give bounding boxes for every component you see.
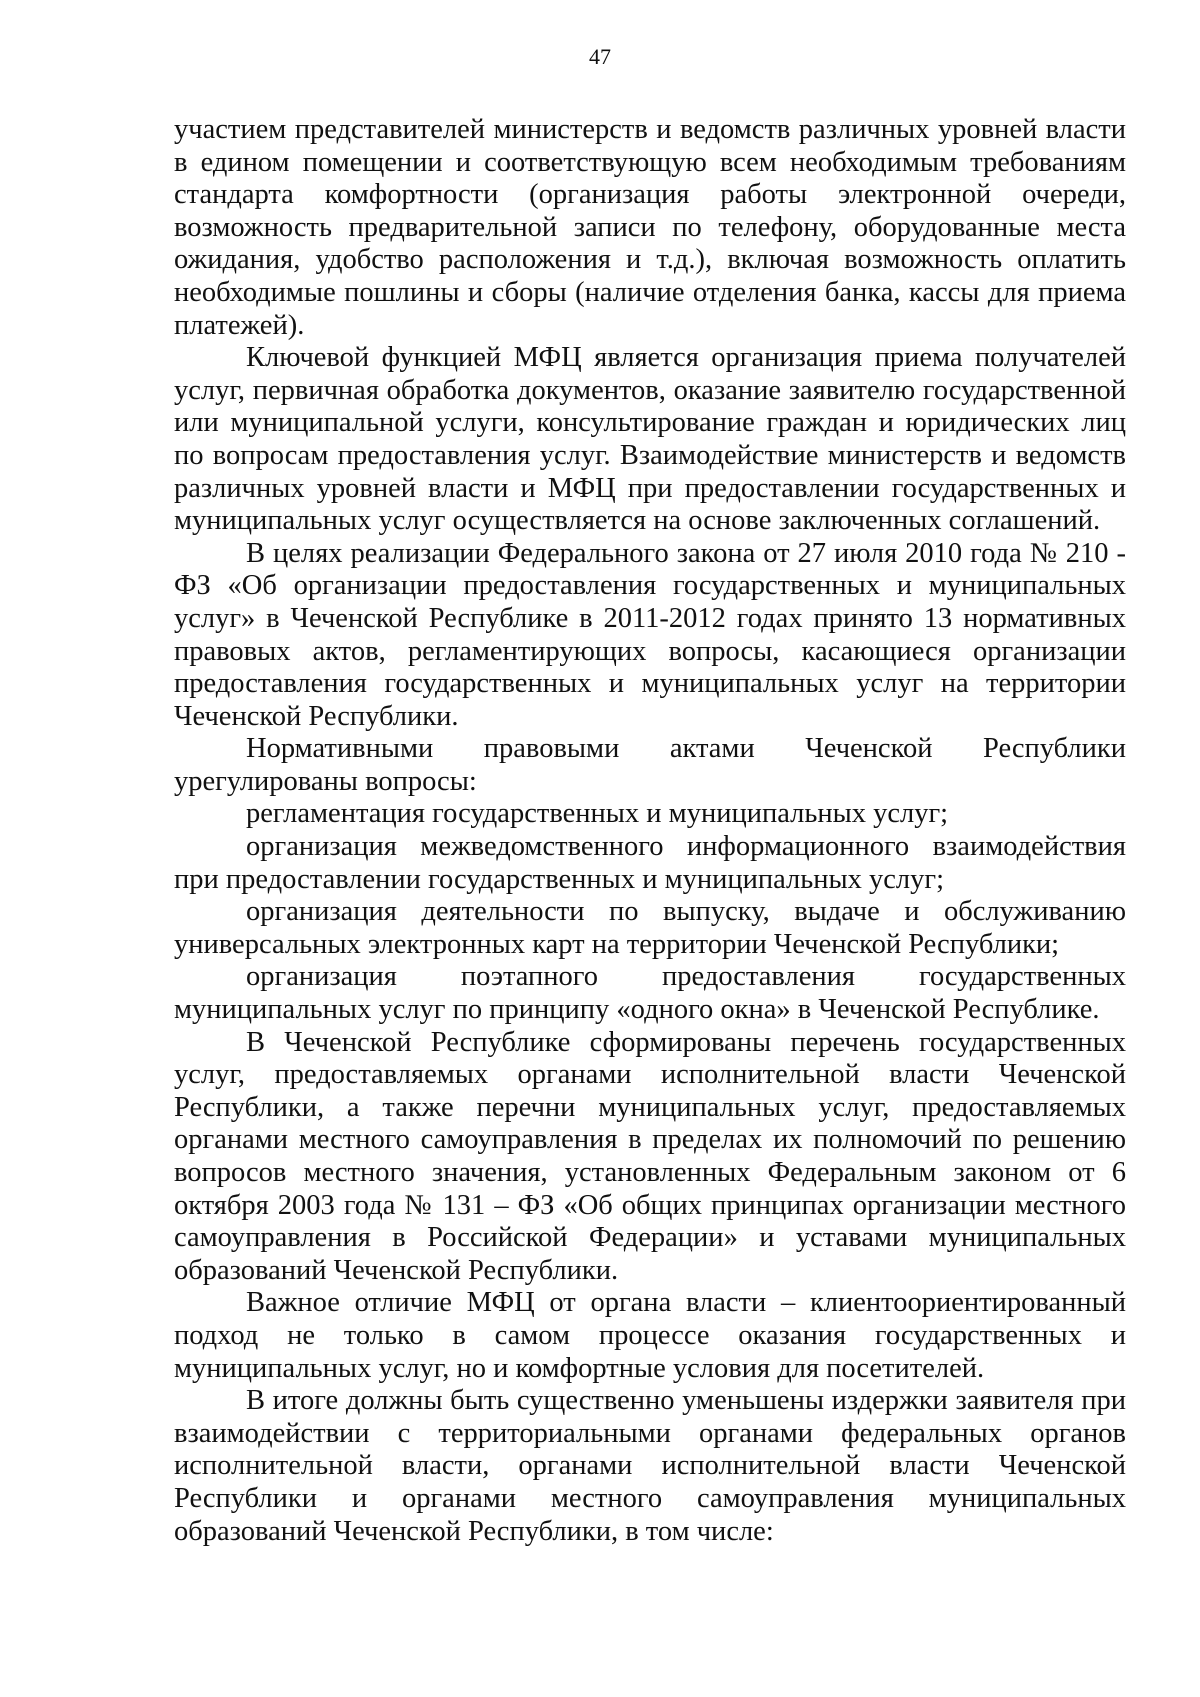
paragraph-reduced-costs: В итоге должны быть существенно уменьшены издержки заявителя при взаимодействии с территориальными органами федеральных органов исполнительной власти, органами исполнительной власти Чеченской Республики и органами местного самоуправления муниципальных образований Чеченской Республики, в том числе: — [174, 1385, 1126, 1547]
list-item-interagency-interaction: организация межведомственного информационного взаимодействия при предоставлении государственных и муниципальных услуг; — [174, 831, 1126, 895]
paragraph-mfc-key-function: Ключевой функцией МФЦ является организация приема получателей услуг, первичная обработка документов, оказание заявителю государственной или муниципальной услуги, консультирование граждан и юридических лиц по вопросам предоставления услуг. Взаимодействие министерств и ведомств различных уровней власти и МФЦ при предоставлении государственных и муниципальных услуг осуществляется на основе заключенных соглашений. — [174, 342, 1126, 537]
paragraph-regulated-questions: Нормативными правовыми актами Чеченской Республики урегулированы вопросы: — [174, 733, 1126, 797]
list-item-electronic-cards: организация деятельности по выпуску, выдаче и обслуживанию универсальных электронных карт на территории Чеченской Республики; — [174, 896, 1126, 960]
page-number: 47 — [589, 44, 611, 69]
document-body — [174, 114, 1126, 1548]
list-item-one-window: организация поэтапного предоставления государственных муниципальных услуг по принципу «одного окна» в Чеченской Республике. — [174, 961, 1126, 1026]
paragraph-service-lists: В Чеченской Республике сформированы перечень государственных услуг, предоставляемых органами исполнительной власти Чеченской Республики, а также перечни муниципальных услуг, предоставляемых органами местного самоуправления в пределах их полномочий по решению вопросов местного значения, установленных Федеральным законом от 6 октября 2003 года № 131 – ФЗ «Об общих принципах организации местного самоуправления в Российской Федерации» и уставами муниципальных образований Чеченской Республики. — [174, 1026, 1126, 1286]
list-item-regulation: регламентация государственных и муниципальных услуг; — [246, 798, 949, 830]
paragraph-continuation: участием представителей министерств и ведомств различных уровней власти в едином помещении и соответствующую всем необходимым требованиям стандарта комфортности (организация работы электронной очереди, возможность предварительной записи по телефону, оборудованные места ожидания, удобство расположения и т.д.), включая возможность оплатить необходимые пошлины и сборы (наличие отделения банка, кассы для приема платежей). — [174, 114, 1126, 341]
paragraph-mfc-difference: Важное отличие МФЦ от органа власти – клиентоориентированный подход не только в самом процессе оказания государственных и муниципальных услуг, но и комфортные условия для посетителей. — [174, 1287, 1126, 1384]
paragraph-federal-law-210: В целях реализации Федерального закона от 27 июля 2010 года № 210 - ФЗ «Об организации предоставления государственных и муниципальных услуг» в Чеченской Республике в 2011-2012 годах принято 13 нормативных правовых актов, регламентирующих вопросы, касающиеся организации предоставления государственных и муниципальных услуг на территории Чеченской Республики. — [174, 537, 1126, 732]
